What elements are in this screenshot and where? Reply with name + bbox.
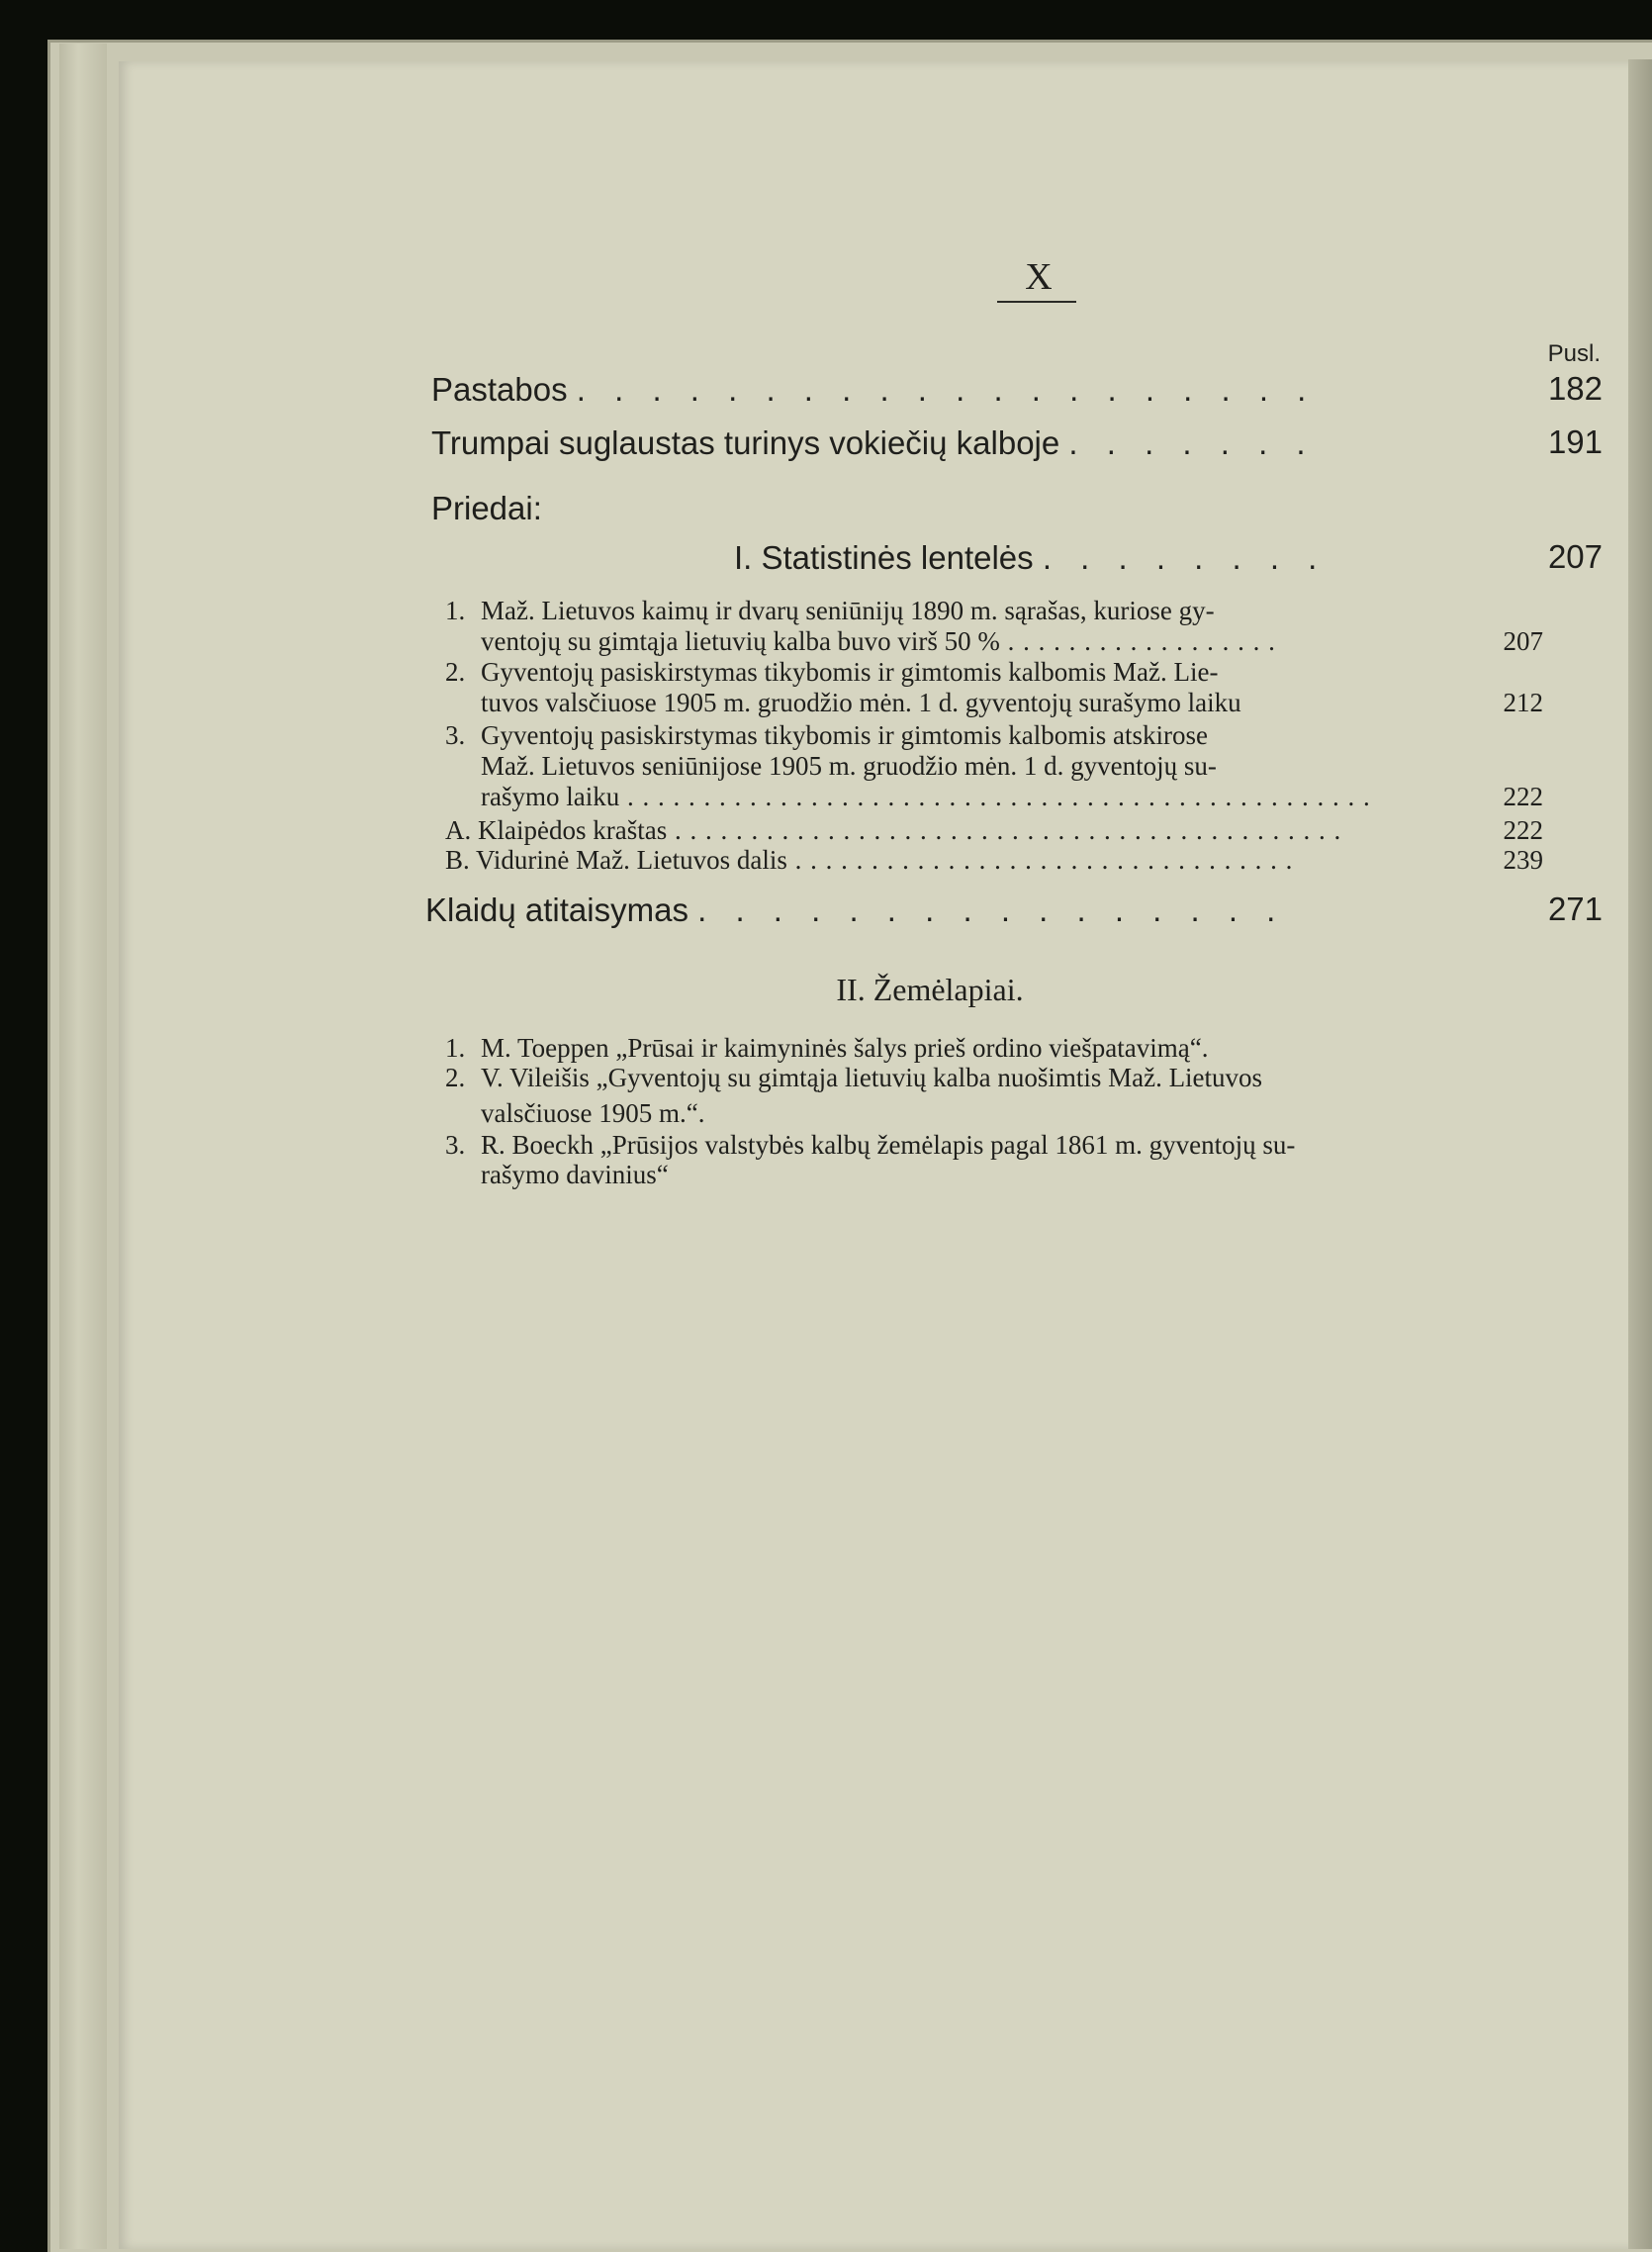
page-edge (1628, 59, 1652, 2249)
entry-number: 1. (445, 596, 466, 625)
toc-leader-dots: . . . . . . . . . . . . . . . . . . . . . . . . . . . . . . . . . . . . . . . . . . . . . . . . . (619, 782, 1371, 811)
entry-number: 3. (445, 720, 466, 750)
entry-line-text: ventojų su gimtąja lietuvių kalba buvo virš 50 % (481, 626, 1000, 656)
entry-page: 207 (1503, 626, 1543, 656)
entry-line: tuvos valsčiuose 1905 m. gruodžio mėn. 1 d. gyventojų surašymo laiku (481, 688, 1241, 717)
toc-leader-dots: . . . . . . . . . . . . . . . . . . (999, 626, 1276, 656)
toc-entry-pastabos (431, 370, 1316, 410)
entry-line: V. Vileišis „Gyventojų su gimtąja lietuvių kalba nuošimtis Maž. Lietuvos (481, 1063, 1263, 1092)
entry-page: 239 (1503, 845, 1543, 875)
toc-entry-label: Trumpai suglaustas turinys vokiečių kalboje (431, 424, 1060, 461)
toc-entry-label: Klaidų atitaisymas (425, 891, 688, 928)
pusl-label: Pusl. (1547, 340, 1601, 367)
map-entry (445, 1033, 1533, 1065)
entry-line: valsčiuose 1905 m.“. (481, 1098, 705, 1128)
entry-number: 1. (445, 1033, 466, 1063)
toc-leader-dots: . . . . . . . . . . . . . . . . (697, 891, 1286, 928)
toc-entry-klaidu (425, 891, 1285, 930)
entry-line: M. Toeppen „Prūsai ir kaimyninės šalys prieš ordino viešpatavimą“. (481, 1033, 1209, 1063)
book-page (119, 61, 1650, 2249)
page-number-rule (997, 301, 1076, 303)
toc-entry-turinys (431, 423, 1316, 463)
toc-entry-page: 182 (1547, 370, 1603, 407)
entry-line: Gyventojų pasiskirstymas tikybomis ir gimtomis kalbomis atskirose (481, 720, 1208, 750)
toc-leader-dots: . . . . . . . . . . . . . . . . . . . . (576, 371, 1317, 408)
entry-line: R. Boeckh „Prūsijos valstybės kalbų žemėlapis pagal 1861 m. gyventojų su- (481, 1130, 1296, 1160)
map-entry (445, 1063, 1533, 1128)
stat-table-entry (445, 657, 1474, 722)
section-ii-heading: II. Žemėlapiai. (836, 972, 1024, 1007)
entry-page: 222 (1503, 782, 1543, 811)
subsection-entry (445, 815, 1341, 846)
priedai-heading: Priedai: (431, 490, 542, 526)
toc-entry-page: 191 (1547, 423, 1603, 460)
toc-leader-dots: . . . . . . . . (1042, 539, 1328, 576)
entry-line (481, 782, 1371, 812)
subsection-label: B. Vidurinė Maž. Lietuvos dalis (445, 845, 787, 875)
section-i-page: 207 (1547, 538, 1603, 575)
subsection-entry (445, 845, 1293, 876)
entry-number: 2. (445, 657, 466, 687)
page-number: X (1025, 256, 1053, 298)
toc-leader-dots: . . . . . . . . . . . . . . . . . . . . . . . . . . . . . . . . . . . . . . . . . . . . (667, 815, 1342, 845)
toc-entry-page: 271 (1547, 891, 1603, 927)
entry-line: rašymo davinius“ (481, 1160, 669, 1189)
book-hinge (59, 44, 107, 2249)
section-i-heading (734, 538, 1327, 578)
entry-page: 222 (1503, 815, 1543, 845)
stat-table-entry (445, 596, 1474, 661)
entry-line-text: rašymo laiku (481, 782, 620, 811)
toc-entry-label: Pastabos (431, 371, 568, 408)
entry-line: Maž. Lietuvos seniūnijose 1905 m. gruodžio mėn. 1 d. gyventojų su- (481, 751, 1217, 781)
toc-leader-dots: . . . . . . . . . . . . . . . . . . . . . . . . . . . . . . . . . (786, 845, 1294, 875)
subsection-label: A. Klaipėdos kraštas (445, 815, 668, 845)
entry-number: 3. (445, 1130, 466, 1160)
toc-leader-dots: . . . . . . . (1068, 424, 1316, 461)
entry-line: Maž. Lietuvos kaimų ir dvarų seniūnijų 1890 m. sąrašas, kuriose gy- (481, 596, 1215, 625)
map-entry (445, 1130, 1533, 1195)
stat-table-entry (445, 720, 1474, 815)
entry-number: 2. (445, 1063, 466, 1092)
section-i-label: I. Statistinės lentelės (734, 539, 1034, 576)
entry-page: 212 (1503, 688, 1543, 717)
entry-line: Gyventojų pasiskirstymas tikybomis ir gimtomis kalbomis Maž. Lie- (481, 657, 1219, 687)
entry-line (481, 626, 1276, 657)
